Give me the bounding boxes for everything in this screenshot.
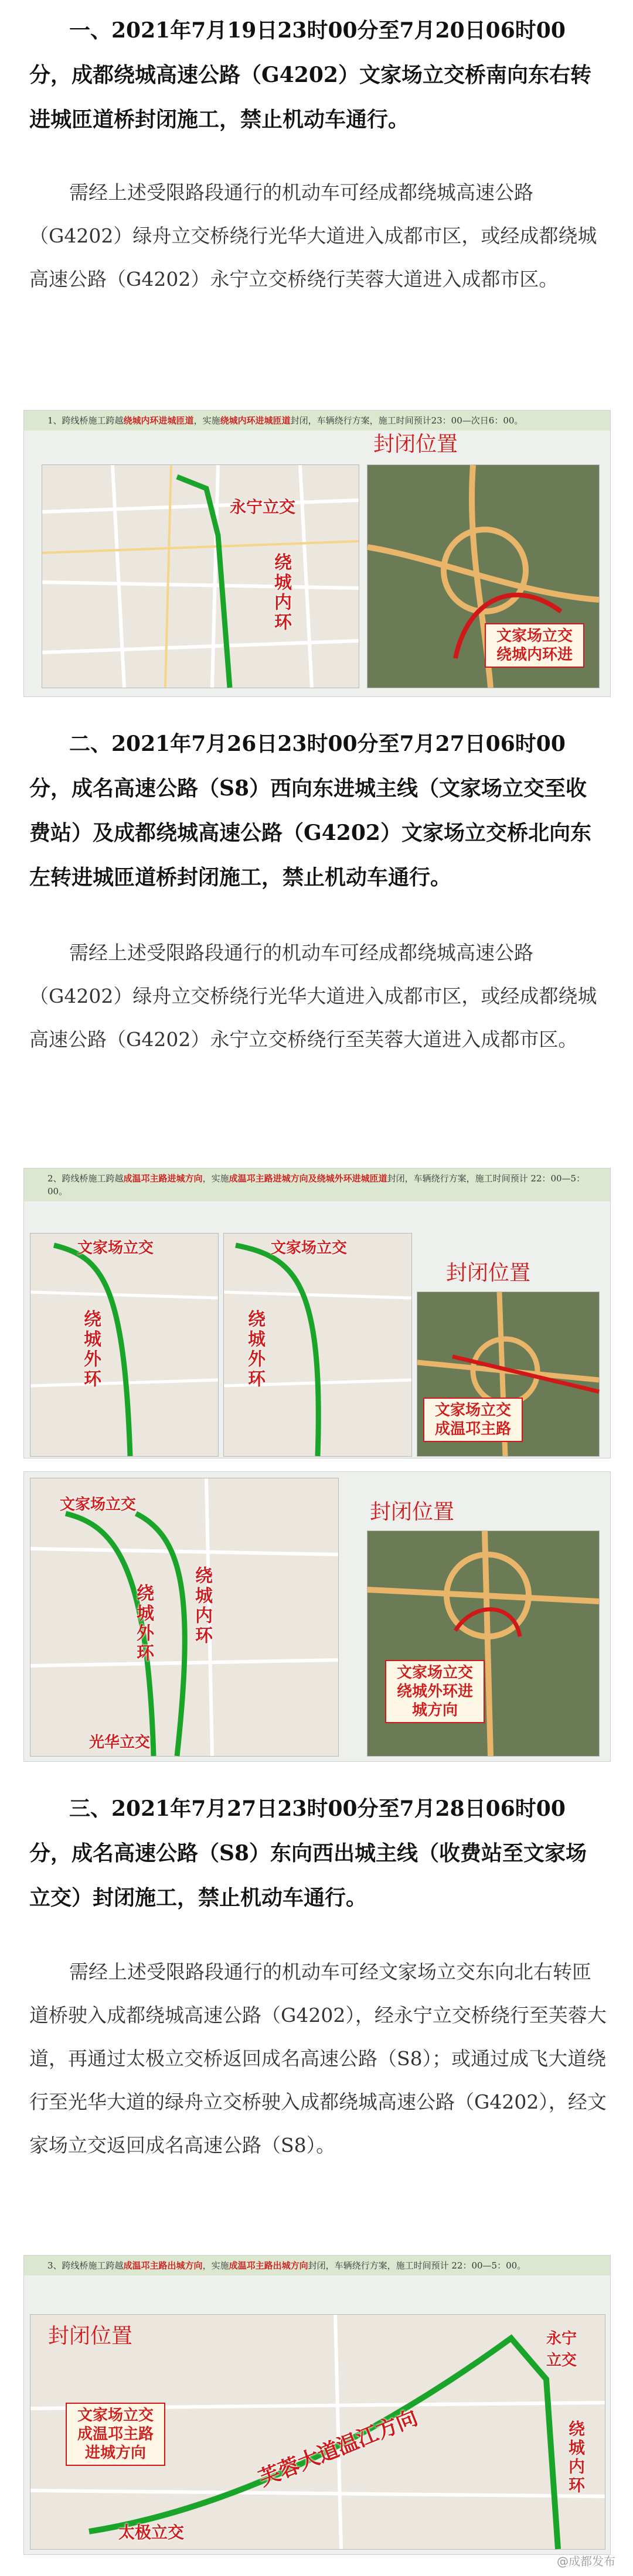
map-label-wenjiachang-2b: 文家场立交 [60,1496,137,1514]
figure-2a-caption: 2、跨线桥施工跨越成温邛主路进城方向，实施成温邛主路进城方向及绕城外环进城匝道封闭，车辆绕行方案，施工时间预计 22：00—5：00。 [24,1169,610,1201]
figure-1-caption: 1、跨线桥施工跨越绕城内环进城匝道，实施绕城内环进城匝道封闭，车辆绕行方案，施工时间预计23：00—次日6：00。 [24,411,610,431]
map-label-yongning: 永宁立交 [230,497,296,517]
section-2-heading: 二、2021年7月26日23时00分至7月27日06时00分，成名高速公路（S8）西向东进城主线（文家场立交至收费站）及成都绕城高速公路（G4202）文家场立交桥北向东左转进城匝道桥封闭施工，禁止机动车通行。 [29,732,591,890]
figure-1-satellite-map [367,432,600,688]
map-label-furong: 芙蓉大道温江方向 [255,2406,421,2492]
figure-1-closed-title: 封闭位置 [373,432,458,456]
section-1-heading: 一、2021年7月19日23时00分至7月20日06时00分，成都绕城高速公路（G4202）文家场立交桥南向东右转进城匝道桥封闭施工，禁止机动车通行。 [29,18,591,132]
map-label-wenjiachang-1: 文家场立交 [77,1239,154,1257]
figure-2b-street-map [30,1478,339,1757]
figure-3-caption: 3、跨线桥施工跨越成温邛主路出城方向，实施成温邛主路出城方向封闭，车辆绕行方案，施工时间预计 22：00—5：00。 [24,2256,610,2276]
map-label-inner-ring-2b: 绕城内环 [192,1566,212,1646]
section-2-detour: 需经上述受限路段通行的机动车可经成都绕城高速公路（G4202）绿舟立交桥绕行光华大道进入成都市区，或经成都绕城高速公路（G4202）永宁立交桥绕行至芙蓉大道进入成都市区。 [29,941,597,1051]
figure-1-callout: 文家场立交绕城内环进 [485,623,584,668]
map-label-taiji: 太极立交 [118,2523,185,2542]
figure-2b-roads [30,1478,338,1756]
map-label-inner-ring: 绕城内环 [271,553,291,633]
figure-1 [23,410,611,697]
map-label-guanghua: 光华立交 [89,1734,151,1751]
section-3-heading: 三、2021年7月27日23时00分至7月28日06时00分，成名高速公路（S8）东向西出城主线（收费站至文家场立交）封闭施工，禁止机动车通行。 [29,1796,587,1910]
map-label-yongning-3: 永宁立交 [546,2330,577,2369]
figure-2a-callout: 文家场立交成温邛主路 [423,1398,523,1442]
section-3-detour: 需经上述受限路段通行的机动车可经文家场立交东向北右转匝道桥驶入成都绕城高速公路（G4202），经永宁立交桥绕行至芙蓉大道，再通过太极立交桥返回成名高速公路（S8）；或通过成飞大道绕行至光华大道的绿舟立交桥驶入成都绕城高速公路（G4202），经文家场立交返回成名高速公路（S8）。 [29,1960,607,2157]
figure-2b-closed-title: 封闭位置 [370,1500,455,1524]
figure-2b-satellite [367,1530,600,1757]
street-map-roads [42,465,359,688]
figure-3-street-map [30,2314,605,2550]
figure-3 [23,2255,611,2555]
map-label-inner-ring-3: 绕城内环 [566,2420,586,2495]
figure-2a-map-mid [223,1233,412,1457]
figure-2b [23,1471,611,1762]
figure-3-closed-title: 封闭位置 [48,2324,133,2348]
figure-2a-satellite [417,1292,600,1457]
map-label-outer-ring-2b: 绕城外环 [133,1584,154,1663]
figure-2a-closed-title: 封闭位置 [446,1261,531,1285]
figure-2a-map-left [30,1233,219,1457]
figure-1-street-map [42,464,359,688]
figure-2a [23,1168,611,1458]
map-label-wenjiachang-2: 文家场立交 [271,1239,348,1257]
watermark: @成都发布 [557,2554,615,2568]
figure-3-callout: 文家场立交成温邛主路进城方向 [66,2403,165,2466]
detour-route-line [177,477,230,688]
map-left-roads [30,1234,218,1456]
figure-2b-callout: 文家场立交绕城外环进城方向 [385,1660,485,1723]
map-label-outer-ring-1: 绕城外环 [80,1310,101,1389]
section-1-detour: 需经上述受限路段通行的机动车可经成都绕城高速公路（G4202）绿舟立交桥绕行光华大道进入成都市区，或经成都绕城高速公路（G4202）永宁立交桥绕行芙蓉大道进入成都市区。 [29,181,597,291]
map-label-outer-ring-2: 绕城外环 [244,1310,265,1389]
